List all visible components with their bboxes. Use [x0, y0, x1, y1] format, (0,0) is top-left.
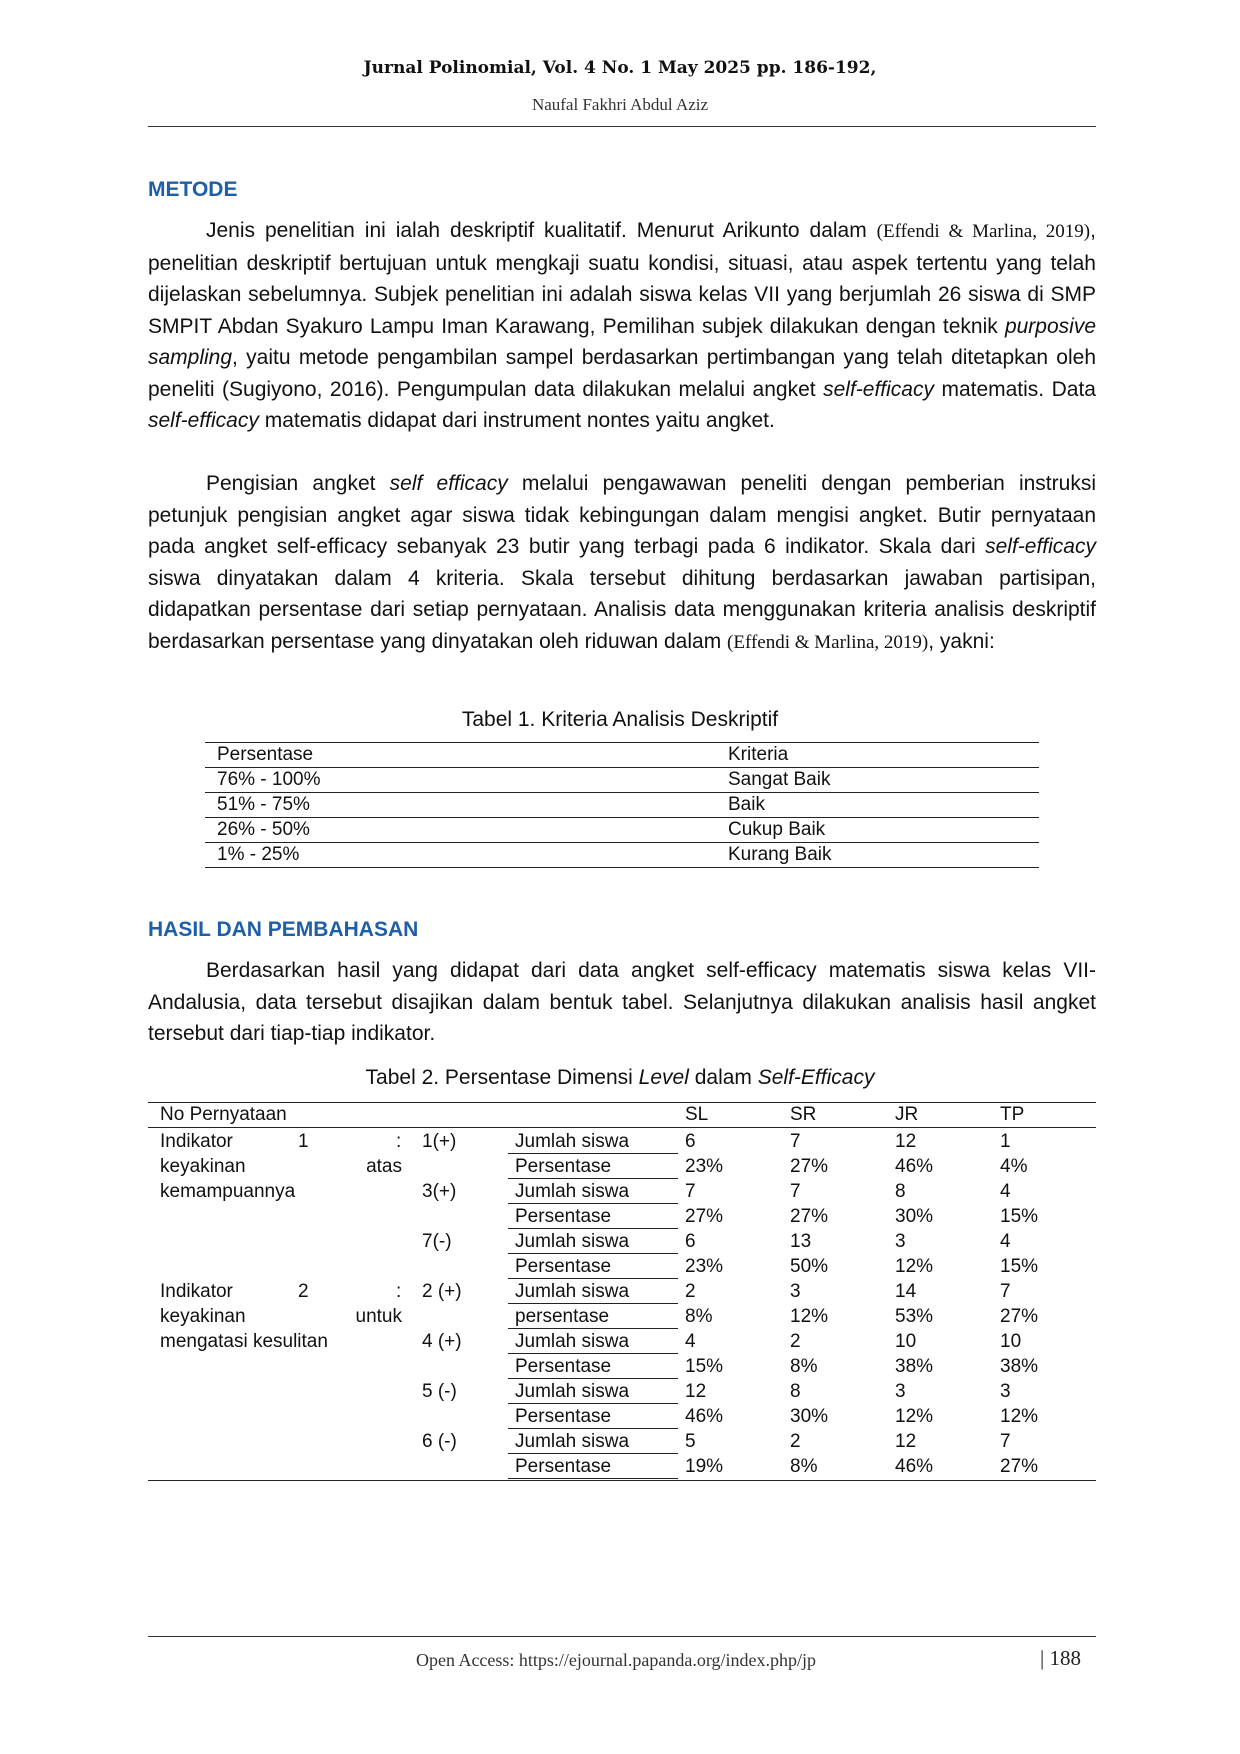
table-cell: Cukup Baik — [716, 818, 1039, 843]
row-underline — [508, 1478, 678, 1479]
table-cell: Kurang Baik — [716, 843, 1039, 868]
indicator-number: 1 — [298, 1131, 309, 1152]
table-cell: 27% — [790, 1156, 829, 1177]
row-label-persentase: Persentase — [515, 1156, 612, 1177]
table-top-rule — [148, 1102, 1096, 1103]
table-cell: 50% — [790, 1256, 829, 1277]
row-label-persentase: Persentase — [515, 1356, 612, 1377]
table-header-cell: Kriteria — [716, 743, 1039, 768]
statement-number: 7(-) — [422, 1231, 452, 1252]
table-cell: 46% — [895, 1156, 934, 1177]
indicator-colon: : — [396, 1281, 402, 1302]
section-title-hasil: HASIL DAN PEMBAHASAN — [148, 918, 419, 941]
table-cell: 76% - 100% — [205, 768, 716, 793]
table-cell: 23% — [685, 1156, 724, 1177]
metode-paragraph-1: Jenis penelitian ini ialah deskriptif kualitatif. Menurut Arikunto dalam (Effendi & Marlina, 2019), penelitian deskriptif bertujuan untuk mengkaji suatu kondisi, situasi, atau aspek tertentu yang telah dijelaskan sebelumnya. Subjek penelitian ini adalah siswa kelas VII yang berjumlah 26 siswa di SMP SMPIT Abdan Syakuro Lampu Iman Karawang, Pemilihan subjek dilakukan dengan teknik purposive sampling, yaitu metode pengambilan sampel berdasarkan pertimbangan yang telah ditetapkan oleh peneliti (Sugiyono, 2016). Pengumpulan data dilakukan melalui angket self-efficacy matematis. Data self-efficacy matematis didapat dari instrument nontes yaitu angket. — [148, 219, 1096, 432]
table-cell: 2 — [790, 1431, 801, 1452]
table-cell: 7 — [790, 1131, 801, 1152]
indicator-label-word: Indikator — [160, 1281, 233, 1302]
table-cell: 13 — [790, 1231, 812, 1252]
table-header-cell: SL — [685, 1104, 709, 1125]
table-cell: 6 — [685, 1131, 696, 1152]
indicator-label-word: keyakinan — [160, 1306, 246, 1327]
table-cell: 12% — [895, 1406, 934, 1427]
table-cell: 3 — [895, 1231, 906, 1252]
table-cell: 10 — [895, 1331, 917, 1352]
row-label-persentase: Persentase — [515, 1456, 612, 1477]
table-cell: 5 — [685, 1431, 696, 1452]
table-cell: 3 — [790, 1281, 801, 1302]
table-cell: 12 — [895, 1131, 917, 1152]
table-cell: 23% — [685, 1256, 724, 1277]
table-cell: 2 — [790, 1331, 801, 1352]
row-label-persentase: Persentase — [515, 1206, 612, 1227]
table-row — [205, 818, 1039, 843]
page-number: | 188 — [1040, 1646, 1081, 1670]
row-label-jumlah-siswa: Jumlah siswa — [515, 1281, 630, 1302]
table-cell: 26% - 50% — [205, 818, 716, 843]
statement-number: 1(+) — [422, 1131, 457, 1152]
citation: (Effendi & Marlina, 2019) — [876, 221, 1091, 242]
table-cell: 12 — [895, 1431, 917, 1452]
footer-open-access-url: Open Access: https://ejournal.papanda.org/index.php/jp — [415, 1650, 817, 1670]
table-cell: 30% — [895, 1206, 934, 1227]
table-cell: 3 — [895, 1381, 906, 1402]
row-label-persentase: Persentase — [515, 1406, 612, 1427]
statement-number: 3(+) — [422, 1181, 457, 1202]
indicator-label-word: untuk — [355, 1306, 402, 1327]
table-cell: 7 — [1000, 1281, 1011, 1302]
table-cell: 4 — [685, 1331, 696, 1352]
table-cell: 4% — [1000, 1156, 1028, 1177]
indicator-colon: : — [396, 1131, 402, 1152]
statement-number: 2 (+) — [422, 1281, 462, 1302]
table-row — [205, 768, 1039, 793]
table-header-rule — [148, 1127, 1096, 1128]
indicator-label-line: kemampuannya — [160, 1181, 296, 1202]
table-cell: 6 — [685, 1231, 696, 1252]
table-cell: 12% — [1000, 1406, 1039, 1427]
table-cell: 7 — [790, 1181, 801, 1202]
table-cell: 1 — [1000, 1131, 1011, 1152]
statement-number: 6 (-) — [422, 1431, 457, 1452]
table-cell: 1% - 25% — [205, 843, 716, 868]
table-cell: 8% — [790, 1456, 818, 1477]
table-cell: 8 — [790, 1381, 801, 1402]
row-label-jumlah-siswa: Jumlah siswa — [515, 1231, 630, 1252]
row-label-jumlah-siswa: Jumlah siswa — [515, 1431, 630, 1452]
indicator-label-line: mengatasi kesulitan — [160, 1331, 328, 1352]
table-bottom-rule — [148, 1480, 1096, 1481]
table-cell: 8% — [790, 1356, 818, 1377]
indicator-label-word: keyakinan — [160, 1156, 246, 1177]
statement-number: 5 (-) — [422, 1381, 457, 1402]
table-cell: 30% — [790, 1406, 829, 1427]
row-label-persentase: persentase — [515, 1306, 610, 1327]
table1-kriteria — [205, 742, 1039, 868]
table-cell: 12% — [790, 1306, 829, 1327]
table-row — [205, 843, 1039, 868]
table-cell: 3 — [1000, 1381, 1011, 1402]
table-header-cell: JR — [895, 1104, 919, 1125]
row-label-jumlah-siswa: Jumlah siswa — [515, 1331, 630, 1352]
table-cell: 7 — [1000, 1431, 1011, 1452]
citation: (Effendi & Marlina, 2019) — [727, 631, 929, 653]
indicator-number: 2 — [298, 1281, 309, 1302]
table-cell: 46% — [685, 1406, 724, 1427]
journal-running-header: Jurnal Polinomial, Vol. 4 No. 1 May 2025 pp. 186-192, — [363, 58, 877, 78]
table-cell: 15% — [1000, 1256, 1039, 1277]
table-header-cell: Persentase — [205, 743, 716, 768]
indicator-label-word: atas — [366, 1156, 402, 1177]
indicator-label-word: Indikator — [160, 1131, 233, 1152]
table-cell: 4 — [1000, 1231, 1011, 1252]
table-header-cell: No Pernyataan — [160, 1104, 287, 1125]
table-cell: 46% — [895, 1456, 934, 1477]
table-cell: Baik — [716, 793, 1039, 818]
table-cell: Sangat Baik — [716, 768, 1039, 793]
table-cell: 12% — [895, 1256, 934, 1277]
table-cell: 12 — [685, 1381, 707, 1402]
table-row — [205, 793, 1039, 818]
row-label-persentase: Persentase — [515, 1256, 612, 1277]
row-label-jumlah-siswa: Jumlah siswa — [515, 1181, 630, 1202]
metode-paragraph-2: Pengisian angket self efficacy melalui pengawawan peneliti dengan pemberian instruksi petunjuk pengisian angket agar siswa tidak kebingungan dalam mengisi angket. Butir pernyataan pada angket self-efficacy sebanyak 23 butir yang terbagi pada 6 indikator. Skala dari self-efficacy siswa dinyatakan dalam 4 kriteria. Skala tersebut dihitung berdasarkan jawaban partisipan, didapatkan persentase dari setiap pernyataan. Analisis data menggunakan kriteria analisis deskriptif berdasarkan persentase yang dinyatakan oleh riduwan dalam (Effendi & Marlina, 2019), yakni: — [148, 472, 1096, 653]
table-cell: 53% — [895, 1306, 934, 1327]
table-header-row — [205, 743, 1039, 768]
table-cell: 8 — [895, 1181, 906, 1202]
table-header-cell: TP — [1000, 1104, 1025, 1125]
table-cell: 14 — [895, 1281, 917, 1302]
table-cell: 27% — [1000, 1456, 1039, 1477]
table-cell: 4 — [1000, 1181, 1011, 1202]
table-cell: 2 — [685, 1281, 696, 1302]
statement-number: 4 (+) — [422, 1331, 462, 1352]
header-divider — [148, 126, 1096, 127]
table1-caption: Tabel 1. Kriteria Analisis Deskriptif — [461, 708, 779, 731]
table-cell: 27% — [790, 1206, 829, 1227]
table-cell: 15% — [685, 1356, 724, 1377]
row-label-jumlah-siswa: Jumlah siswa — [515, 1381, 630, 1402]
footer-divider — [148, 1636, 1096, 1637]
table-cell: 19% — [685, 1456, 724, 1477]
table-header-cell: SR — [790, 1104, 817, 1125]
table-cell: 15% — [1000, 1206, 1039, 1227]
section-title-metode: METODE — [148, 178, 238, 201]
table-cell: 38% — [1000, 1356, 1039, 1377]
table-cell: 38% — [895, 1356, 934, 1377]
table-cell: 8% — [685, 1306, 713, 1327]
table-cell: 27% — [685, 1206, 724, 1227]
row-label-jumlah-siswa: Jumlah siswa — [515, 1131, 630, 1152]
author-running-header: Naufal Fakhri Abdul Aziz — [531, 95, 709, 114]
table-cell: 27% — [1000, 1306, 1039, 1327]
table2-caption: Tabel 2. Persentase Dimensi Level dalam Self-Efficacy — [365, 1066, 875, 1089]
hasil-paragraph-1: Berdasarkan hasil yang didapat dari data angket self-efficacy matematis siswa kelas VII-Andalusia, data tersebut disajikan dalam bentuk tabel. Selanjutnya dilakukan analisis hasil angket tersebut dari tiap-tiap indikator. — [148, 959, 1096, 1045]
table-cell: 10 — [1000, 1331, 1022, 1352]
table-cell: 51% - 75% — [205, 793, 716, 818]
table-cell: 7 — [685, 1181, 696, 1202]
